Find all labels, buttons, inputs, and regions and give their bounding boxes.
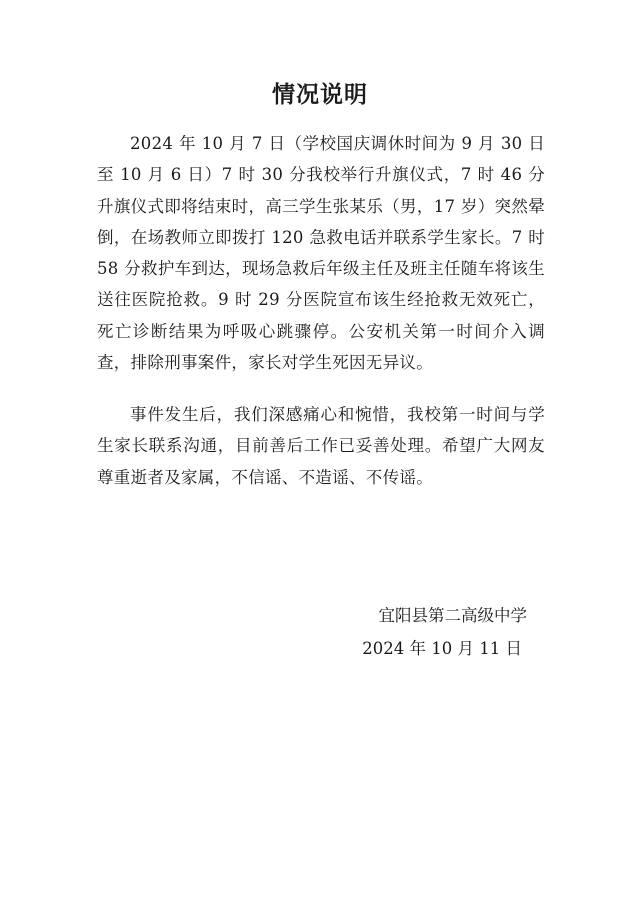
body-paragraph-incident: 2024 年 10 月 7 日（学校国庆调休时间为 9 月 30 日至 10 月 6 日）7 时 30 分我校举行升旗仪式，7 时 46 分升旗仪式即将结束时，高三学生张某乐（男，17 岁）突然晕倒，在场教师立即拨打 120 急救电话并联系学生家长。7 时 58 分救护车到达，现场急救后年级主任及班主任随车将该生送往医院抢救。9 时 29 分医院宣布该生经抢救无效死亡，死亡诊断结果为呼吸心跳骤停。公安机关第一时间介入调查，排除刑事案件，家长对学生死因无异议。 [97,134,545,373]
document-title: 情况说明 [272,82,368,108]
body-paragraph-1-container [97,128,545,378]
signature-organization: 宜阳县第二高级中学 [378,606,527,625]
signature-date: 2024 年 10 月 11 日 [362,639,522,658]
body-paragraph-2-container [97,399,545,493]
body-paragraph-response: 事件发生后，我们深感痛心和惋惜，我校第一时间与学生家长联系沟通，目前善后工作已妥善处理。希望广大网友尊重逝者及家属，不信谣、不造谣、不传谣。 [97,405,545,487]
